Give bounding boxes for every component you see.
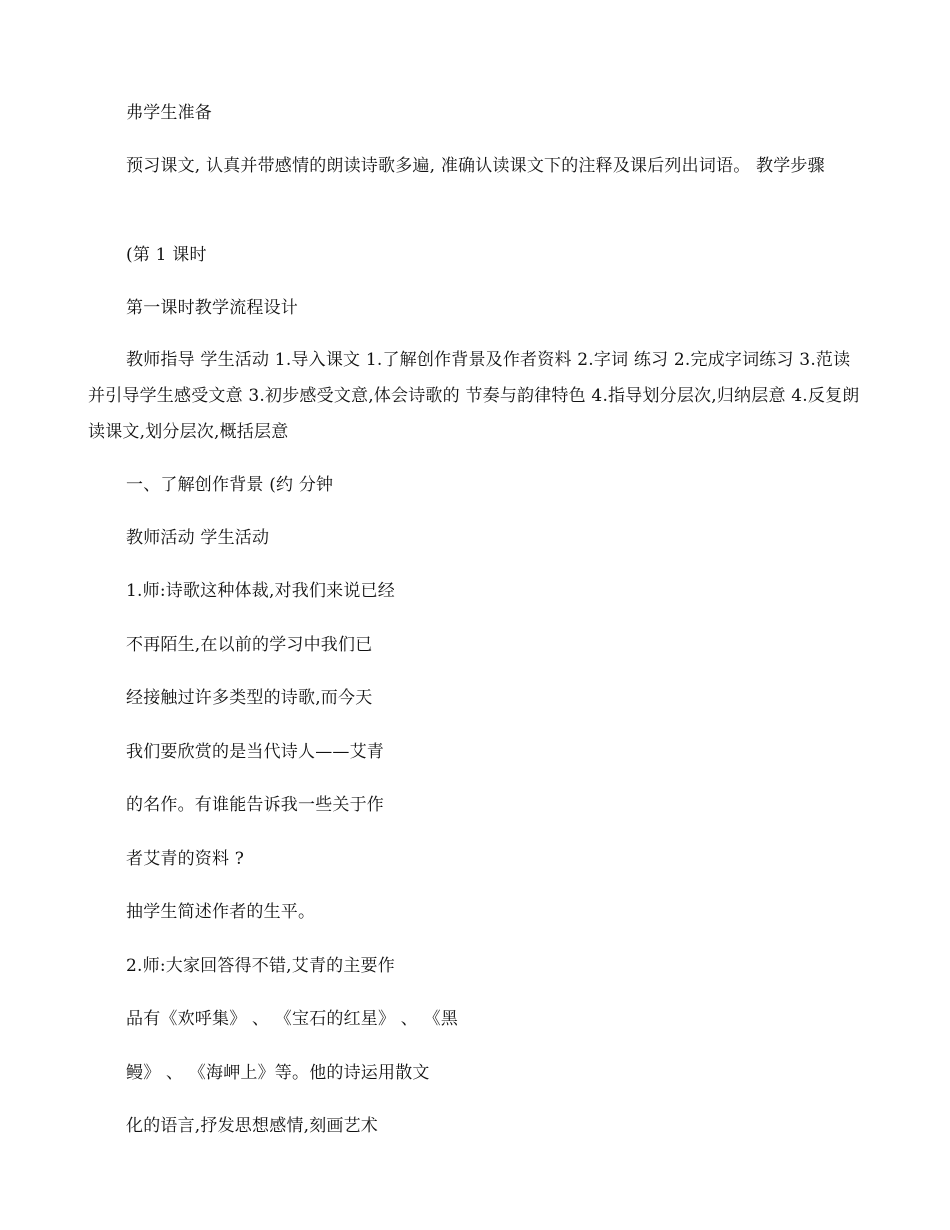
paragraph-line: 我们要欣赏的是当代诗人——艾青: [126, 742, 384, 762]
paragraph-line: 化的语言,抒发思想感情,刻画艺术: [126, 1116, 379, 1136]
paragraph-activity-header: 教师活动 学生活动: [126, 528, 270, 548]
paragraph-line: 2.师:大家回答得不错,艾青的主要作: [126, 956, 395, 976]
paragraph-line: 抽学生简述作者的生平。: [126, 902, 316, 922]
paragraph-teacher-student-flow: 教师指导 学生活动 1.导入课文 1.了解创作背景及作者资料 2.字词 练习 2.完成字词练习 3.范读并引导学生感受文意 3.初步感受文意,体会诗歌的 节奏与韵律特色 4.指导划分层次,归纳层意 4.反复朗读课文,划分层次,概括层意: [88, 350, 860, 442]
paragraph-lesson-number: (第 1 课时: [126, 245, 207, 265]
paragraph-line: 经接触过许多类型的诗歌,而今天: [126, 688, 373, 708]
paragraph-line: 品有《欢呼集》 、 《宝石的红星》 、 《黑: [126, 1009, 459, 1029]
paragraph-flow-design-heading: 第一课时教学流程设计: [126, 298, 298, 318]
paragraph-student-preparation: 弗学生准备: [126, 103, 212, 123]
paragraph-preview-instructions: 预习课文, 认真并带感情的朗读诗歌多遍, 准确认读课文下的注释及课后列出词语。 教学步骤: [126, 156, 825, 176]
paragraph-line: 的名作。有谁能告诉我一些关于作: [126, 795, 384, 815]
paragraph-line: 1.师:诗歌这种体裁,对我们来说已经: [126, 581, 395, 601]
paragraph-section-background: 一、了解创作背景 (约 分钟: [126, 475, 334, 495]
paragraph-line: 者艾青的资料 ?: [126, 849, 245, 869]
paragraph-line: 不再陌生,在以前的学习中我们已: [126, 635, 373, 655]
paragraph-line: 鳗》 、 《海岬上》等。他的诗运用散文: [126, 1063, 430, 1083]
